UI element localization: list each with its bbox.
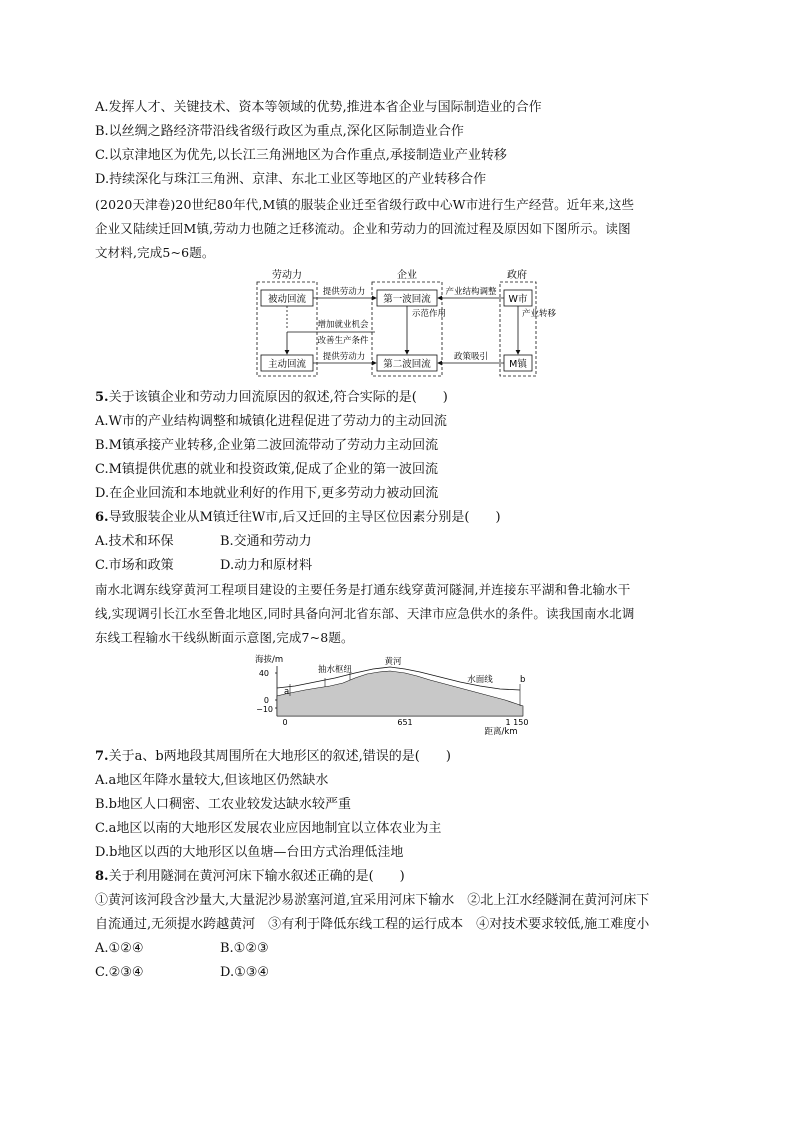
q8-stem: 8.关于利用隧洞在黄河河床下输水叙述正确的是( ) xyxy=(95,869,405,884)
material-2-line-1: 南水北调东线穿黄河工程项目建设的主要任务是打通东线穿黄河隧洞,并连接东平湖和鲁北输水干 xyxy=(95,582,631,597)
q7-option-d: D.b地区以西的大地形区以鱼塘—台田方式治理低洼地 xyxy=(95,845,404,860)
q5-option-d: D.在企业回流和本地就业利好的作用下,更多劳动力被动回流 xyxy=(95,486,439,501)
q8-options-row-1 xyxy=(95,940,700,958)
q6-option-d: D.动力和原材料 xyxy=(220,558,313,573)
svg-text:提供劳动力: 提供劳动力 xyxy=(322,287,366,297)
svg-text:海拔/m: 海拔/m xyxy=(255,655,284,665)
q5-option-b: B.M镇承接产业转移,企业第二波回流带动了劳动力主动回流 xyxy=(95,438,439,453)
option-a-prev: A.发挥人才、关键技术、资本等领域的优势,推进本省企业与国际制造业的合作 xyxy=(95,100,542,115)
svg-text:651: 651 xyxy=(397,718,413,727)
svg-text:W市: W市 xyxy=(508,294,528,305)
svg-text:被动回流: 被动回流 xyxy=(267,294,307,305)
q6-option-c: C.市场和政策 xyxy=(95,558,174,573)
svg-text:提供劳动力: 提供劳动力 xyxy=(322,352,366,362)
svg-text:第二波回流: 第二波回流 xyxy=(383,359,431,370)
material-2-line-3: 东线工程输水干线纵断面示意图,完成7~8题。 xyxy=(95,630,354,645)
svg-text:a: a xyxy=(284,687,290,697)
svg-text:1 150: 1 150 xyxy=(505,718,529,727)
header-labour: 劳动力 xyxy=(272,270,302,281)
q7-option-b: B.b地区人口稠密、工农业较发达缺水较严重 xyxy=(95,797,352,812)
header-government: 政府 xyxy=(507,270,527,281)
option-b-prev: B.以丝绸之路经济带沿线省级行政区为重点,深化区际制造业合作 xyxy=(95,124,464,139)
q8-option-c: C.②③④ xyxy=(95,965,144,980)
svg-text:改善生产条件: 改善生产条件 xyxy=(317,336,369,346)
q5-option-a: A.W市的产业结构调整和城镇化进程促进了劳动力的主动回流 xyxy=(95,414,447,429)
demo-effect-label: 示范作用 xyxy=(412,309,447,319)
q6-stem: 6.导致服装企业从M镇迁往W市,后又迁回的主导区位因素分别是( ) xyxy=(95,510,501,525)
industry-transfer-label: 产业转移 xyxy=(522,309,557,319)
q7-option-a: A.a地区年降水量较大,但该地区仍然缺水 xyxy=(95,773,329,788)
svg-text:b: b xyxy=(520,675,526,685)
material-1-line-3: 文材料,完成5~6题。 xyxy=(95,245,215,260)
q8-option-b: B.①②③ xyxy=(220,941,269,956)
svg-text:水面线: 水面线 xyxy=(467,675,493,685)
material-1-line-1: (2020天津卷)20世纪80年代,M镇的服装企业迁至省级行政中心W市进行生产经营。近年来,这些 xyxy=(95,197,635,212)
svg-text:第一波回流: 第一波回流 xyxy=(383,294,431,305)
q6-option-b: B.交通和劳动力 xyxy=(220,534,312,549)
material-1 xyxy=(95,193,695,265)
svg-text:黄河: 黄河 xyxy=(384,657,402,667)
svg-text:产业结构调整: 产业结构调整 xyxy=(445,287,497,297)
material-2-line-2: 线,实现调引长江水至鲁北地区,同时具备向河北省东部、天津市应急供水的条件。读我国南水北调 xyxy=(95,606,635,621)
material-2 xyxy=(95,578,695,650)
svg-text:距离/km: 距离/km xyxy=(484,727,518,737)
return-flow-diagram xyxy=(255,268,557,378)
q7-stem: 7.关于a、b两地段其周围所在大地形区的叙述,错误的是( ) xyxy=(95,749,451,764)
q6-options-row-2 xyxy=(95,557,700,575)
q5-stem: 5.关于该镇企业和劳动力回流原因的叙述,符合实际的是( ) xyxy=(95,390,448,405)
header-enterprise: 企业 xyxy=(397,270,417,281)
profile-diagram xyxy=(255,652,545,740)
q6-option-a: A.技术和环保 xyxy=(95,534,174,549)
svg-text:M镇: M镇 xyxy=(509,359,527,370)
q8-option-d: D.①③④ xyxy=(220,965,270,980)
svg-text:主动回流: 主动回流 xyxy=(267,359,307,370)
q5-option-c: C.M镇提供优惠的就业和投资政策,促成了企业的第一波回流 xyxy=(95,462,439,477)
svg-text:0: 0 xyxy=(263,696,269,705)
svg-text:抽水枢纽: 抽水枢纽 xyxy=(317,665,353,675)
svg-text:−10: −10 xyxy=(256,705,273,714)
option-d-prev: D.持续深化与珠江三角洲、京津、东北工业区等地区的产业转移合作 xyxy=(95,172,487,187)
material-1-line-2: 企业又陆续迁回M镇,劳动力也随之迁移流动。企业和劳动力的回流过程及原因如下图所示。读图 xyxy=(95,221,631,236)
svg-text:增加就业机会: 增加就业机会 xyxy=(317,320,369,330)
svg-text:40: 40 xyxy=(258,669,269,678)
q8-option-a: A.①②④ xyxy=(95,941,144,956)
q7-option-c: C.a地区以南的大地形区发展农业应因地制宜以立体农业为主 xyxy=(95,821,442,836)
q6-options-row-1 xyxy=(95,533,700,551)
q8-statements-line-1: ①黄河该河段含沙量大,大量泥沙易淤塞河道,宜采用河床下输水 ②北上江水经隧洞在黄河河床下 xyxy=(95,893,650,908)
q8-options-row-2 xyxy=(95,964,700,982)
svg-text:政策吸引: 政策吸引 xyxy=(453,352,489,362)
option-c-prev: C.以京津地区为优先,以长江三角洲地区为合作重点,承接制造业产业转移 xyxy=(95,148,507,163)
q8-statements-line-2: 自流通过,无须提水跨越黄河 ③有利于降低东线工程的运行成本 ④对技术要求较低,施工难度小 xyxy=(95,917,650,932)
svg-text:0: 0 xyxy=(282,718,288,727)
